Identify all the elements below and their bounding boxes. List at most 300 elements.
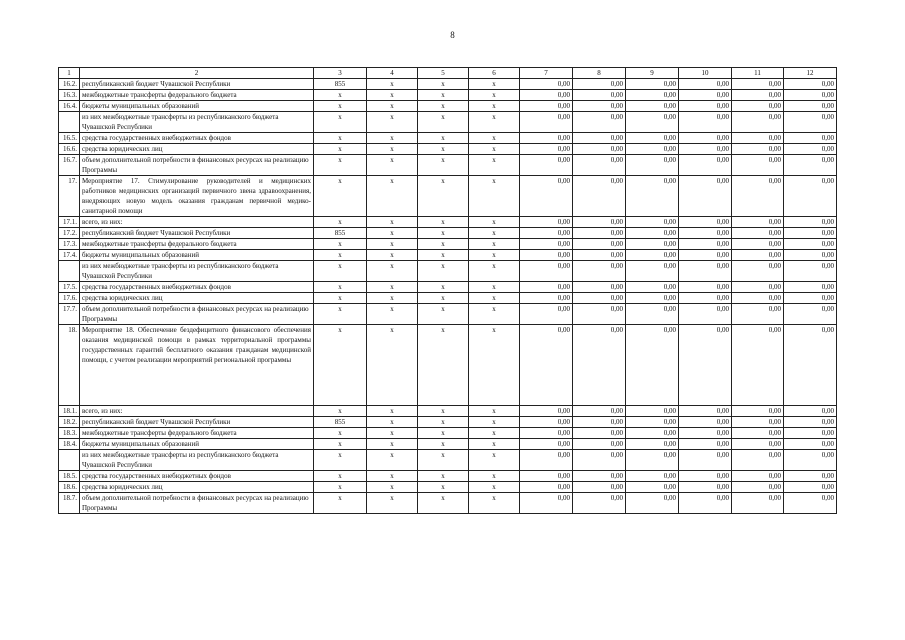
table-cell: x [418, 176, 469, 217]
table-cell: x [314, 293, 367, 304]
table-cell: x [367, 304, 418, 325]
table-cell: 0,00 [679, 471, 732, 482]
table-cell: x [314, 239, 367, 250]
table-cell: 0,00 [626, 112, 679, 133]
table-cell: 0,00 [573, 493, 626, 514]
table-row [59, 493, 837, 514]
table-cell: x [314, 261, 367, 282]
table-cell: 855 [314, 228, 367, 239]
table-row [59, 101, 837, 112]
column-header: 10 [679, 68, 732, 79]
table-cell: x [314, 439, 367, 450]
row-number: 18.4. [59, 439, 80, 450]
table-row [59, 112, 837, 133]
row-number: 18.3. [59, 428, 80, 439]
table-cell: 0,00 [784, 176, 837, 217]
table-cell: x [367, 228, 418, 239]
table-cell: x [418, 493, 469, 514]
table-cell: x [314, 101, 367, 112]
row-number: 17.4. [59, 250, 80, 261]
table-cell: 0,00 [784, 439, 837, 450]
table-row [59, 239, 837, 250]
column-header: 3 [314, 68, 367, 79]
table-cell: 0,00 [679, 450, 732, 471]
table-cell: 0,00 [732, 325, 784, 406]
column-header: 1 [59, 68, 80, 79]
table-cell: 0,00 [520, 79, 573, 90]
table-row [59, 79, 837, 90]
table-cell: 0,00 [520, 439, 573, 450]
table-cell: 0,00 [679, 133, 732, 144]
table-cell: x [367, 176, 418, 217]
row-label: всего, из них: [80, 406, 314, 417]
table-cell: 0,00 [679, 90, 732, 101]
table-cell: 0,00 [573, 155, 626, 176]
row-number [59, 450, 80, 471]
table-cell: x [367, 471, 418, 482]
table-cell: 0,00 [784, 217, 837, 228]
table-cell: 0,00 [784, 493, 837, 514]
row-label: средства юридических лиц [80, 293, 314, 304]
table-cell: x [367, 439, 418, 450]
table-cell: 0,00 [732, 112, 784, 133]
table-cell: x [418, 261, 469, 282]
table-cell: x [367, 250, 418, 261]
table-cell: 0,00 [573, 417, 626, 428]
row-number: 17.6. [59, 293, 80, 304]
table-cell: 0,00 [520, 417, 573, 428]
table-cell: x [469, 304, 520, 325]
table-body [59, 68, 837, 514]
table-cell: x [314, 450, 367, 471]
table-cell: 0,00 [626, 217, 679, 228]
table-cell: 0,00 [679, 261, 732, 282]
table-row [59, 217, 837, 228]
table-cell: 0,00 [679, 101, 732, 112]
table-cell: x [469, 325, 520, 406]
table-cell: 0,00 [732, 417, 784, 428]
table-cell: 0,00 [520, 155, 573, 176]
table-row [59, 406, 837, 417]
row-number: 16.5. [59, 133, 80, 144]
table-cell: x [418, 112, 469, 133]
table-cell: 0,00 [520, 325, 573, 406]
table-cell: 0,00 [732, 101, 784, 112]
table-cell: 0,00 [626, 79, 679, 90]
table-cell: 855 [314, 79, 367, 90]
table-row [59, 450, 837, 471]
column-header: 7 [520, 68, 573, 79]
row-label: межбюджетные трансферты федерального бюджета [80, 90, 314, 101]
table-cell: 0,00 [520, 293, 573, 304]
table-cell: 0,00 [784, 261, 837, 282]
table-cell: x [418, 217, 469, 228]
row-number: 17.1. [59, 217, 80, 228]
table-cell: x [367, 101, 418, 112]
table-cell: x [367, 417, 418, 428]
table-cell: 0,00 [626, 90, 679, 101]
table-cell: x [418, 450, 469, 471]
row-label: объем дополнительной потребности в финансовых ресурсах на реализацию Программы [80, 155, 314, 176]
table-cell: x [314, 282, 367, 293]
table-cell: 0,00 [573, 293, 626, 304]
table-cell: x [469, 79, 520, 90]
table-cell: 0,00 [626, 250, 679, 261]
table-cell: 0,00 [784, 79, 837, 90]
table-cell: 0,00 [626, 228, 679, 239]
page-number: 8 [450, 30, 455, 40]
table-cell: 0,00 [573, 261, 626, 282]
table-cell: x [418, 239, 469, 250]
table-cell: x [418, 417, 469, 428]
row-number: 18.6. [59, 482, 80, 493]
table-cell: x [469, 406, 520, 417]
table-cell: 0,00 [573, 471, 626, 482]
table-cell: 0,00 [679, 144, 732, 155]
table-cell: x [314, 112, 367, 133]
table-cell: 0,00 [679, 417, 732, 428]
table-cell: 0,00 [679, 112, 732, 133]
table-cell: 0,00 [626, 304, 679, 325]
table-cell: 0,00 [573, 439, 626, 450]
table-cell: 0,00 [573, 101, 626, 112]
table-cell: 0,00 [626, 144, 679, 155]
row-number: 16.6. [59, 144, 80, 155]
table-cell: 0,00 [784, 155, 837, 176]
table-cell: 0,00 [679, 293, 732, 304]
table-cell: x [367, 482, 418, 493]
table-cell: 0,00 [732, 217, 784, 228]
row-label: из них межбюджетные трансферты из республиканского бюджета Чувашской Республики [80, 112, 314, 133]
table-cell: 0,00 [784, 304, 837, 325]
table-cell: x [367, 155, 418, 176]
row-number: 17.5. [59, 282, 80, 293]
table-cell: x [469, 471, 520, 482]
table-cell: x [418, 482, 469, 493]
table-cell: 0,00 [679, 239, 732, 250]
table-cell: x [418, 304, 469, 325]
table-cell: 0,00 [520, 428, 573, 439]
table-cell: 0,00 [732, 439, 784, 450]
table-cell: x [418, 428, 469, 439]
table-cell: x [367, 261, 418, 282]
table-cell: 0,00 [520, 261, 573, 282]
table-cell: 0,00 [626, 406, 679, 417]
table-cell: 0,00 [679, 428, 732, 439]
table-cell: x [367, 293, 418, 304]
column-header: 8 [573, 68, 626, 79]
table-cell: 0,00 [784, 90, 837, 101]
table-cell: 0,00 [732, 471, 784, 482]
table-row [59, 176, 837, 217]
row-label: межбюджетные трансферты федерального бюджета [80, 428, 314, 439]
table-cell: x [469, 493, 520, 514]
row-label: средства юридических лиц [80, 482, 314, 493]
table-cell: 0,00 [573, 282, 626, 293]
table-cell: 0,00 [520, 493, 573, 514]
row-number: 16.3. [59, 90, 80, 101]
table-row [59, 250, 837, 261]
table-cell: x [314, 482, 367, 493]
table-cell: x [469, 217, 520, 228]
table-cell: 0,00 [626, 482, 679, 493]
column-header: 9 [626, 68, 679, 79]
column-header: 6 [469, 68, 520, 79]
table-cell: 0,00 [732, 144, 784, 155]
table-row [59, 144, 837, 155]
table-cell: x [418, 250, 469, 261]
measure-title: Мероприятие 18. Обеспечение бездефицитного финансового обеспечения оказания медицинской помощи в рамках территориальной программы государственных гарантий бесплатного оказания гражданам медицинской помощи, с учетом реализации мероприятий региональной программы [80, 325, 314, 406]
table-cell: 0,00 [732, 450, 784, 471]
table-cell: 0,00 [626, 101, 679, 112]
row-label: республиканский бюджет Чувашской Республики [80, 417, 314, 428]
table-cell: 0,00 [784, 428, 837, 439]
table-cell: x [367, 282, 418, 293]
row-number: 17. [59, 176, 80, 217]
table-row [59, 417, 837, 428]
table-cell: 0,00 [626, 471, 679, 482]
row-label: объем дополнительной потребности в финансовых ресурсах на реализацию Программы [80, 493, 314, 514]
table-cell: 0,00 [520, 90, 573, 101]
table-cell: 0,00 [732, 155, 784, 176]
row-number: 18.1. [59, 406, 80, 417]
table-cell: x [314, 155, 367, 176]
table-cell: 0,00 [520, 471, 573, 482]
table-cell: 0,00 [520, 304, 573, 325]
table-cell: 0,00 [784, 417, 837, 428]
table-cell: x [418, 101, 469, 112]
table-cell: x [314, 176, 367, 217]
measure-title: Мероприятие 17. Стимулирование руководителей и медицинских работников медицинских организаций первичного звена здравоохранения, внедряющих новую модель оказания гражданам первичной медико-санитарной помощи [80, 176, 314, 217]
table-cell: x [418, 144, 469, 155]
table-row [59, 282, 837, 293]
table-cell: 0,00 [784, 450, 837, 471]
table-cell: x [314, 133, 367, 144]
row-number: 18.7. [59, 493, 80, 514]
table-cell: 0,00 [573, 112, 626, 133]
table-row [59, 90, 837, 101]
table-cell: 0,00 [732, 250, 784, 261]
table-cell: x [314, 428, 367, 439]
table-cell: x [367, 90, 418, 101]
row-number: 18. [59, 325, 80, 406]
table-cell: 0,00 [520, 176, 573, 217]
table-cell: x [314, 217, 367, 228]
table-cell: 0,00 [784, 228, 837, 239]
table-cell: 0,00 [573, 79, 626, 90]
table-row [59, 325, 837, 406]
table-cell: 0,00 [679, 176, 732, 217]
table-cell: x [367, 112, 418, 133]
table-cell: x [418, 471, 469, 482]
table-cell: 0,00 [784, 144, 837, 155]
row-number: 17.7. [59, 304, 80, 325]
table-cell: x [314, 90, 367, 101]
table-cell: 855 [314, 417, 367, 428]
table-cell: x [418, 90, 469, 101]
table-cell: 0,00 [573, 450, 626, 471]
table-cell: x [367, 79, 418, 90]
column-header: 12 [784, 68, 837, 79]
table-cell: 0,00 [784, 482, 837, 493]
row-number: 16.7. [59, 155, 80, 176]
table-cell: 0,00 [732, 406, 784, 417]
table-cell: 0,00 [732, 90, 784, 101]
table-cell: 0,00 [573, 406, 626, 417]
column-header: 4 [367, 68, 418, 79]
table-cell: x [314, 144, 367, 155]
table-cell: x [418, 133, 469, 144]
row-number: 17.3. [59, 239, 80, 250]
table-cell: 0,00 [784, 133, 837, 144]
table-cell: x [367, 144, 418, 155]
table-cell: x [469, 176, 520, 217]
table-cell: 0,00 [679, 79, 732, 90]
table-cell: x [469, 439, 520, 450]
table-cell: 0,00 [784, 325, 837, 406]
table-row [59, 293, 837, 304]
table-cell: 0,00 [626, 428, 679, 439]
table-cell: 0,00 [784, 471, 837, 482]
row-number: 16.2. [59, 79, 80, 90]
row-label: республиканский бюджет Чувашской Республики [80, 228, 314, 239]
table-cell: 0,00 [520, 133, 573, 144]
row-number: 18.5. [59, 471, 80, 482]
table-cell: 0,00 [784, 239, 837, 250]
table-row [59, 261, 837, 282]
table-cell: 0,00 [732, 239, 784, 250]
table-row [59, 439, 837, 450]
table-cell: 0,00 [679, 482, 732, 493]
table-cell: 0,00 [679, 155, 732, 176]
table-cell: x [367, 406, 418, 417]
table-cell: 0,00 [679, 228, 732, 239]
table-cell: x [469, 482, 520, 493]
table-cell: x [418, 293, 469, 304]
table-cell: x [469, 101, 520, 112]
table-cell: 0,00 [573, 133, 626, 144]
header-row [59, 68, 837, 79]
table-cell: x [418, 228, 469, 239]
table-cell: 0,00 [520, 450, 573, 471]
table-cell: 0,00 [732, 133, 784, 144]
table-cell: 0,00 [679, 282, 732, 293]
table-cell: 0,00 [520, 250, 573, 261]
table-cell: 0,00 [626, 261, 679, 282]
table-cell: x [314, 325, 367, 406]
table-cell: x [469, 417, 520, 428]
row-label: объем дополнительной потребности в финансовых ресурсах на реализацию Программы [80, 304, 314, 325]
table-cell: x [469, 428, 520, 439]
table-cell: 0,00 [679, 493, 732, 514]
table-cell: x [314, 406, 367, 417]
table-row [59, 155, 837, 176]
table-cell: x [418, 439, 469, 450]
table-cell: x [469, 112, 520, 133]
table-cell: 0,00 [520, 101, 573, 112]
row-label: бюджеты муниципальных образований [80, 439, 314, 450]
row-label: средства государственных внебюджетных фондов [80, 471, 314, 482]
row-number [59, 112, 80, 133]
table-cell: x [469, 282, 520, 293]
table-cell: x [367, 493, 418, 514]
row-label: межбюджетные трансферты федерального бюджета [80, 239, 314, 250]
table-cell: 0,00 [626, 239, 679, 250]
table-cell: 0,00 [679, 406, 732, 417]
table-cell: x [469, 133, 520, 144]
table-cell: x [469, 250, 520, 261]
table-row [59, 482, 837, 493]
table-cell: 0,00 [732, 261, 784, 282]
table-cell: x [367, 217, 418, 228]
table-cell: 0,00 [520, 282, 573, 293]
table-cell: 0,00 [573, 217, 626, 228]
table-cell: 0,00 [520, 228, 573, 239]
table-cell: x [367, 325, 418, 406]
row-label: из них межбюджетные трансферты из республиканского бюджета Чувашской Республики [80, 261, 314, 282]
table-cell: x [418, 325, 469, 406]
table-cell: x [314, 493, 367, 514]
table-cell: 0,00 [732, 176, 784, 217]
table-cell: x [469, 228, 520, 239]
row-label: всего, из них: [80, 217, 314, 228]
row-label: средства государственных внебюджетных фондов [80, 133, 314, 144]
table-cell: 0,00 [573, 239, 626, 250]
table-cell: x [469, 261, 520, 282]
table-cell: 0,00 [520, 239, 573, 250]
table-cell: 0,00 [732, 228, 784, 239]
table-cell: 0,00 [626, 325, 679, 406]
table-cell: x [469, 155, 520, 176]
table-cell: 0,00 [732, 282, 784, 293]
table-cell: x [367, 239, 418, 250]
table-cell: x [314, 471, 367, 482]
table-cell: 0,00 [626, 133, 679, 144]
table-cell: x [314, 250, 367, 261]
table-cell: 0,00 [732, 482, 784, 493]
table-cell: 0,00 [573, 176, 626, 217]
row-label: бюджеты муниципальных образований [80, 250, 314, 261]
table-row [59, 471, 837, 482]
table-cell: 0,00 [732, 493, 784, 514]
table-cell: 0,00 [573, 304, 626, 325]
table-cell: 0,00 [520, 217, 573, 228]
table-cell: 0,00 [784, 293, 837, 304]
table-cell: 0,00 [573, 325, 626, 406]
table-cell: x [367, 428, 418, 439]
row-label: из них межбюджетные трансферты из республиканского бюджета Чувашской Республики [80, 450, 314, 471]
table-cell: x [418, 79, 469, 90]
table-cell: x [418, 406, 469, 417]
table-cell: 0,00 [784, 112, 837, 133]
table-cell: 0,00 [573, 250, 626, 261]
table-cell: 0,00 [626, 155, 679, 176]
table-row [59, 304, 837, 325]
table-cell: 0,00 [520, 144, 573, 155]
table-cell: 0,00 [626, 282, 679, 293]
row-number: 16.4. [59, 101, 80, 112]
table-cell: x [314, 304, 367, 325]
row-number: 17.2. [59, 228, 80, 239]
table-cell: 0,00 [573, 482, 626, 493]
table-cell: 0,00 [626, 176, 679, 217]
table-cell: 0,00 [573, 228, 626, 239]
row-number [59, 261, 80, 282]
row-label: бюджеты муниципальных образований [80, 101, 314, 112]
table-cell: 0,00 [573, 428, 626, 439]
table-cell: 0,00 [784, 282, 837, 293]
table-cell: x [469, 239, 520, 250]
